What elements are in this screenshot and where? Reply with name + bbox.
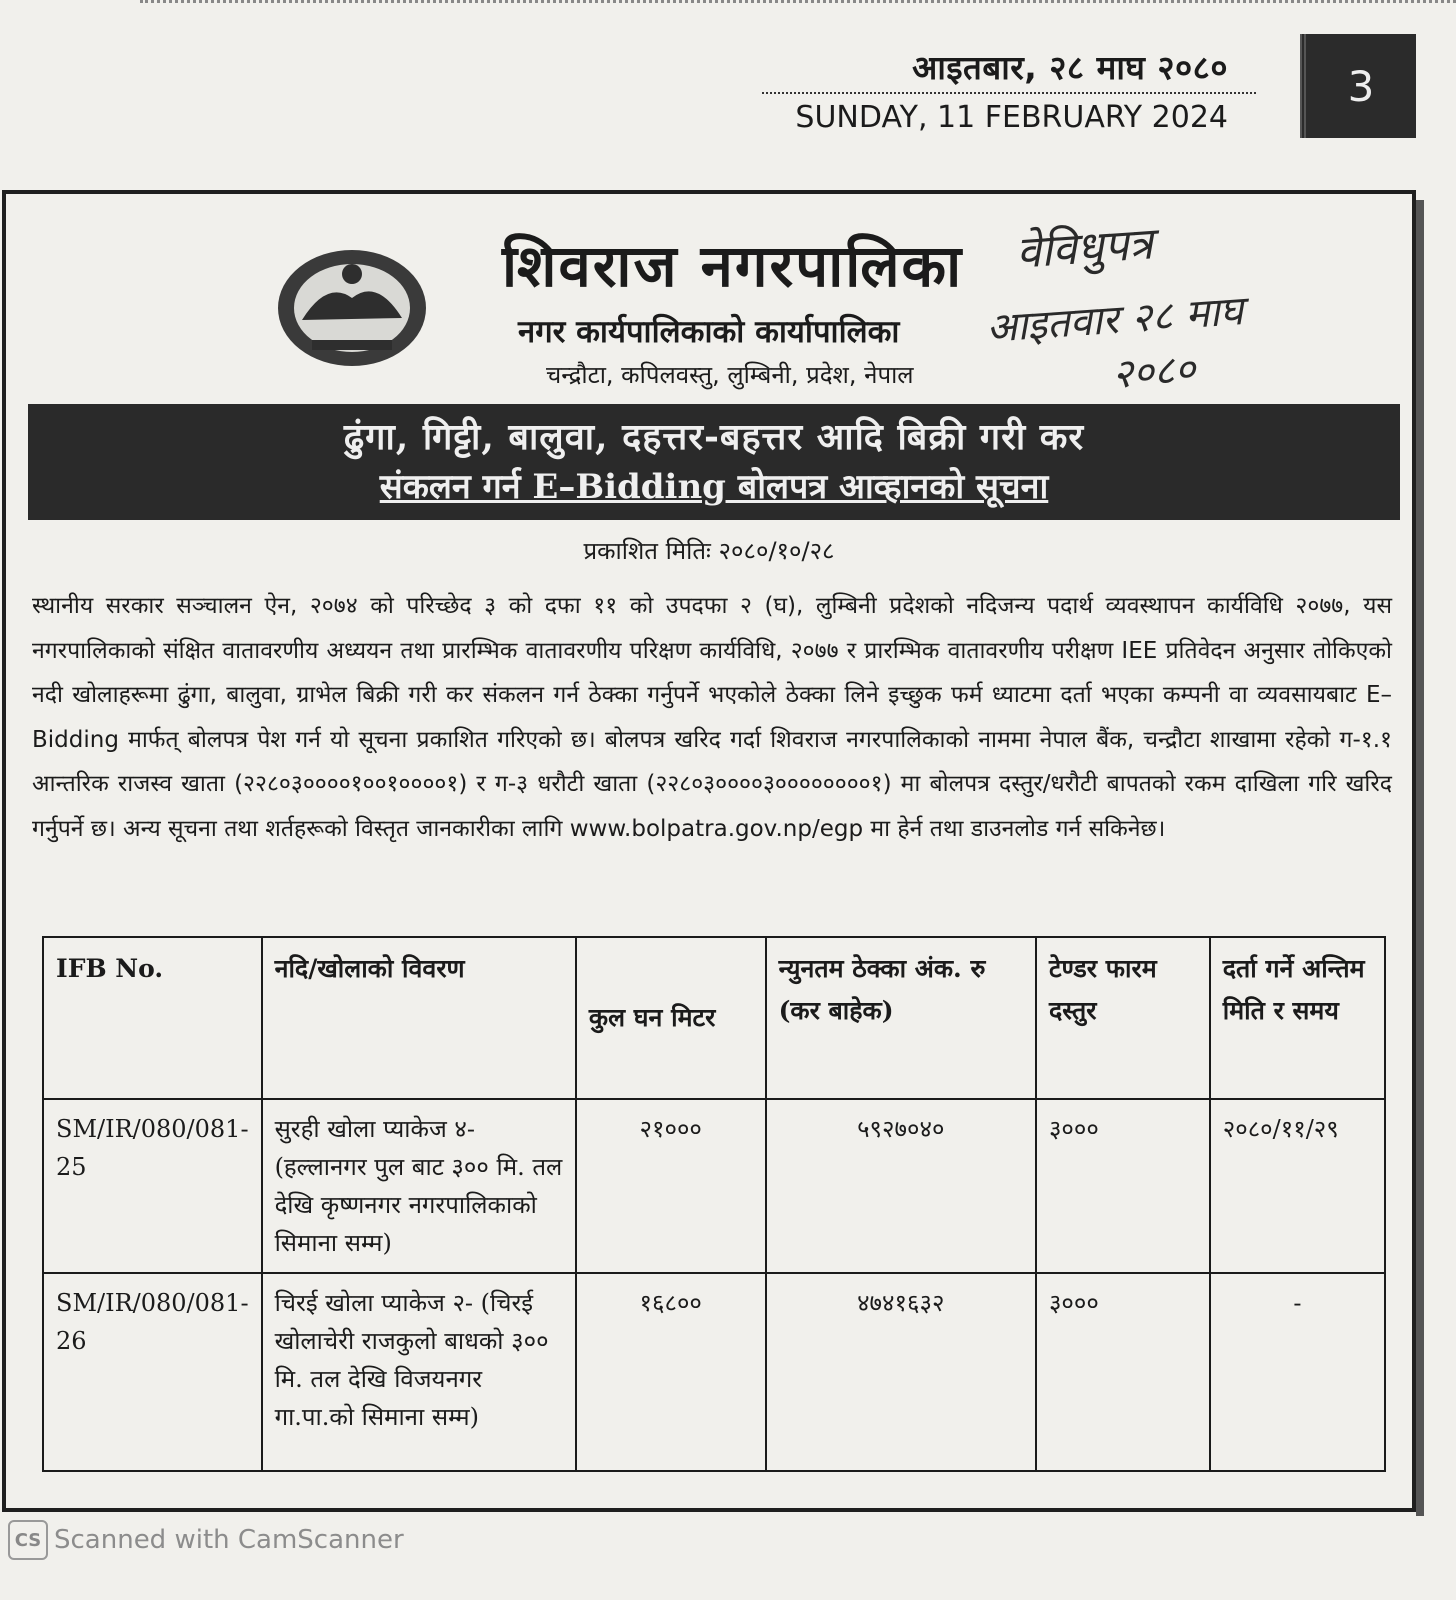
tender-table (42, 936, 1386, 1472)
handwritten-note-1: वेविधुपत्र (1014, 218, 1155, 279)
row-description: चिरई खोला प्याकेज २- (चिरई खोलाचेरी राजकुलो बाधको ३०० मि. तल देखि विजयनगर गा.पा.को सिमाना सम्म) (262, 1273, 576, 1471)
header-description: नदि/खोलाको विवरण (262, 937, 576, 1099)
header-date-nepali: आइतबार, २८ माघ २०८० (912, 48, 1228, 87)
page-number: 3 (1300, 34, 1416, 138)
row-volume: १६८०० (576, 1273, 766, 1471)
notice-box (2, 190, 1416, 1512)
table-row (43, 1099, 1385, 1273)
header-date-english: SUNDAY, 11 FEBRUARY 2024 (795, 100, 1228, 135)
office-name: शिवराज नगरपालिका (502, 232, 964, 300)
row-deadline: - (1210, 1273, 1385, 1471)
nepal-emblem-icon (272, 240, 432, 370)
notice-body: स्थानीय सरकार सञ्चालन ऐन, २०७४ को परिच्छेद ३ को दफा ११ को उपदफा २ (घ), लुम्बिनी प्रदेशको नदिजन्य पदार्थ व्यवस्थापन कार्यविधि २०७७, यस नगरपालिकाको संक्षित वातावरणीय अध्ययन तथा प्रारम्भिक वातावरणीय परिक्षण कार्यविधि, २०७७ र प्रारम्भिक वातावरणीय परीक्षण IEE प्रतिवेदन अनुसार तोकिएको नदी खोलाहरूमा ढुंगा, बालुवा, ग्राभेल बिक्री गरी कर संकलन गर्न ठेक्का गर्नुपर्ने भएकोले ठेक्का लिने इच्छुक फर्म ध्याटमा दर्ता भएका कम्पनी वा व्यवसायबाट E–Bidding मार्फत् बोलपत्र पेश गर्न यो सूचना प्रकाशित गरिएको छ। बोलपत्र खरिद गर्दा शिवराज नगरपालिकाको नाममा नेपाल बैंक, चन्द्रौटा शाखामा रहेको ग-१.१ आन्तरिक राजस्व खाता (२२८०३००००१००१००००१) र ग-३ धरौटी खाता (२२८०३००००३००००००००१) मा बोलपत्र दस्तुर/धरौटी बापतको रकम दाखिला गरि खरिद गर्नुपर्ने छ। अन्य सूचना तथा शर्तहरूको विस्तृत जानकारीका लागि www.bolpatra.gov.np/egp मा हेर्न तथा डाउनलोड गर्न सकिनेछ। (32, 593, 1392, 842)
table-header-row (43, 937, 1385, 1099)
scanner-watermark (8, 1520, 404, 1560)
published-date: प्रकाशित मितिः २०८०/१०/२८ (583, 537, 835, 565)
top-border (140, 0, 1456, 3)
row-description: सुरही खोला प्याकेज ४- (हल्लानगर पुल बाट ३०० मि. तल देखि कृष्णनगर नगरपालिकाको सिमाना सम्म) (262, 1099, 576, 1273)
handwritten-note-3: २०८० (1110, 346, 1197, 398)
row-volume: २१००० (576, 1099, 766, 1273)
office-subtitle: नगर कार्यपालिकाको कार्यापालिका (518, 314, 900, 350)
header-ifb-no: IFB No. (43, 937, 262, 1099)
header-date-rule (762, 92, 1256, 94)
notice-banner (28, 404, 1400, 520)
office-address: चन्द्रौटा, कपिलवस्तु, लुम्बिनी, प्रदेश, नेपाल (546, 361, 914, 389)
row-ifb-no: SM/IR/080/081-25 (43, 1099, 262, 1273)
row-ifb-no: SM/IR/080/081-26 (43, 1273, 262, 1471)
scanner-text: Scanned with CamScanner (54, 1525, 404, 1555)
row-min-amount: ५९२७०४० (766, 1099, 1036, 1273)
header-volume: कुल घन मिटर (576, 937, 766, 1099)
row-form-fee: ३००० (1036, 1273, 1210, 1471)
banner-title-line-2: संकलन गर्न E–Bidding बोलपत्र आव्हानको सूचना (379, 467, 1049, 507)
camscanner-icon: CS (8, 1520, 48, 1560)
notice-shadow (1416, 200, 1424, 1516)
table-row (43, 1273, 1385, 1471)
handwritten-note-2: आइतवार २८ माघ (984, 288, 1245, 352)
header-min-amount: न्युनतम ठेक्का अंक. रु (कर बाहेक) (766, 937, 1036, 1099)
row-min-amount: ४७४१६३२ (766, 1273, 1036, 1471)
row-deadline: २०८०/११/२९ (1210, 1099, 1385, 1273)
banner-title-line-1: ढुंगा, गिट्टी, बालुवा, दहत्तर-बहत्तर आदि बिक्री गरी कर (343, 416, 1085, 458)
header-form-fee: टेण्डर फारम दस्तुर (1036, 937, 1210, 1099)
header-deadline: दर्ता गर्ने अन्तिम मिति र समय (1210, 937, 1385, 1099)
row-form-fee: ३००० (1036, 1099, 1210, 1273)
